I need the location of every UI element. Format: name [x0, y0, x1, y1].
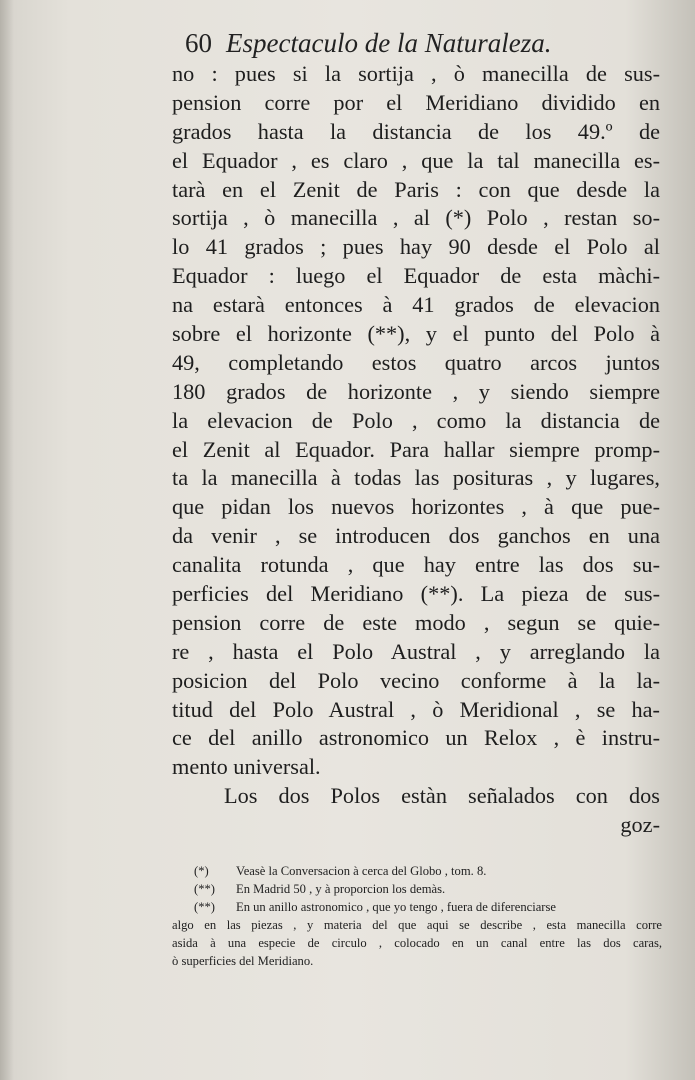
- page-gutter-shadow: [0, 0, 14, 1080]
- text-line: la elevacion de Polo , como la distancia de: [172, 407, 660, 433]
- text-line: el Zenit al Equador. Para hallar siempre promp-: [172, 436, 660, 462]
- footnote-mark: (*): [194, 864, 209, 878]
- text-line: Equador : luego el Equador de esta màchi-: [172, 263, 660, 289]
- text-line: perficies del Meridiano (**). La pieza de sus-: [172, 581, 660, 607]
- text-line: el Equador , es claro , que la tal manecilla es-: [172, 147, 660, 173]
- text-line: sortija , ò manecilla , al (*) Polo , restan so-: [172, 205, 660, 231]
- footnote: [172, 862, 662, 880]
- footnote-continuation: asida à una especie de circulo , colocado en un canal entre las dos caras,: [172, 936, 662, 950]
- footnotes: [172, 862, 662, 970]
- text-line: ce del anillo astronomico un Relox , è instru-: [172, 725, 660, 751]
- catchword: goz-: [620, 812, 660, 838]
- text-line: grados hasta la distancia de los 49.º de: [172, 118, 660, 144]
- footnote: [172, 898, 662, 916]
- text-line: pension corre de este modo , segun se quie-: [172, 609, 660, 635]
- footnote-text: En Madrid 50 , y à proporcion los demàs.: [236, 882, 446, 896]
- page-number: 60: [185, 28, 212, 58]
- text-line: canalita rotunda , que hay entre las dos su-: [172, 552, 660, 578]
- text-line: mento universal.: [172, 754, 321, 780]
- footnote-continuation: algo en las piezas , y materia del que aqui se describe , esta manecilla corre: [172, 918, 662, 932]
- paragraph-first-line: Los dos Polos estàn señalados con dos: [224, 783, 660, 809]
- text-line: na estarà entonces à 41 grados de elevacion: [172, 292, 660, 318]
- body-text: [172, 60, 660, 840]
- footnote: [172, 880, 662, 898]
- text-line: 180 grados de horizonte , y siendo siempre: [172, 378, 660, 404]
- footnote-continuation: ò superficies del Meridiano.: [172, 954, 314, 968]
- text-line: sobre el horizonte (**), y el punto del Polo à: [172, 321, 660, 347]
- footnote-mark: (**): [194, 900, 215, 914]
- footnote-text: En un anillo astronomico , que yo tengo , fuera de diferenciarse: [236, 900, 556, 914]
- text-line: pension corre por el Meridiano dividido en: [172, 89, 660, 115]
- text-line: re , hasta el Polo Austral , y arreglando la: [172, 638, 660, 664]
- text-line: no : pues si la sortija , ò manecilla de sus-: [172, 61, 660, 86]
- text-line: ta la manecilla à todas las posituras , y lugares,: [172, 465, 660, 491]
- text-line: posicion del Polo vecino conforme à la la-: [172, 667, 660, 693]
- text-line: que pidan los nuevos horizontes , à que pue-: [172, 494, 660, 520]
- footnote-text: Veasè la Conversacion à cerca del Globo , tom. 8.: [236, 864, 487, 878]
- footnote-mark: (**): [194, 882, 215, 896]
- text-line: da venir , se introducen dos ganchos en una: [172, 523, 660, 549]
- text-line: lo 41 grados ; pues hay 90 desde el Polo al: [172, 234, 660, 260]
- text-line: titud del Polo Austral , ò Meridional , se ha-: [172, 696, 660, 722]
- text-line: 49, completando estos quatro arcos juntos: [172, 349, 660, 375]
- running-title: Espectaculo de la Naturaleza.: [226, 28, 552, 58]
- page-header: [185, 28, 585, 59]
- text-line: tarà en el Zenit de Paris : con que desde la: [172, 176, 660, 202]
